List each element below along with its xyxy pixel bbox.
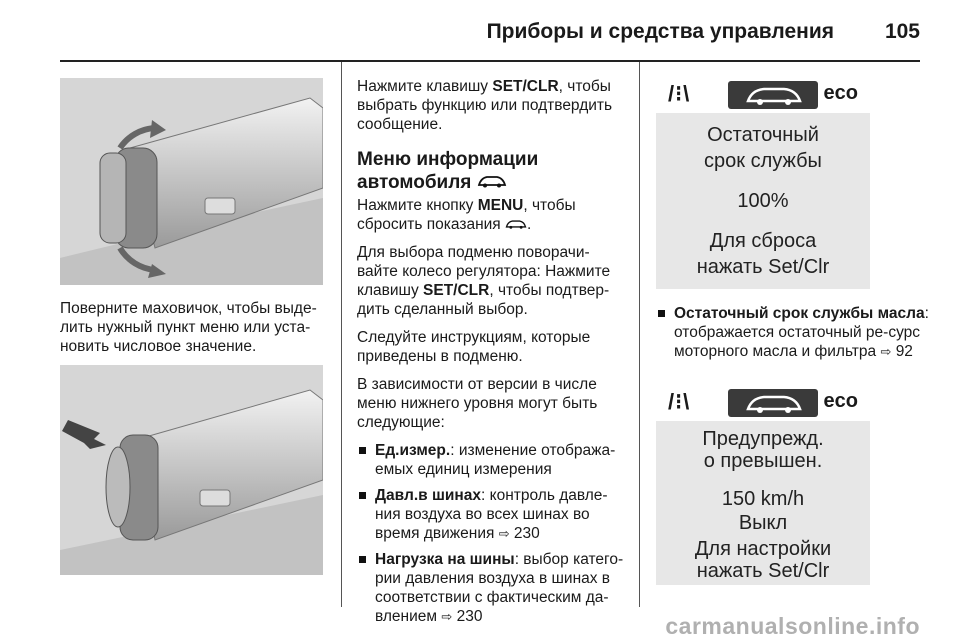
display-line-1: Предупрежд. (702, 428, 824, 450)
car-display-icon (728, 81, 818, 109)
middle-column (357, 77, 629, 633)
display-value: 100% (737, 190, 789, 212)
column-divider-2 (639, 62, 640, 607)
caption-line-2: лить нужный пункт меню или уста- (60, 319, 311, 336)
car-icon (505, 218, 527, 230)
bullet-units: Ед.измер.: изменение отобража-емых единиц измерения (357, 441, 629, 479)
display-line-2: о превышен. (703, 450, 823, 472)
header-rule (60, 60, 920, 62)
column-divider-1 (341, 62, 342, 607)
bullet-tire-pressure: Давл.в шинах: контроль давле-ния воздуха во всех шинах во время движения ⇨ 230 (357, 486, 629, 543)
display-value: 150 km/h (721, 488, 805, 510)
key-menu: MENU (477, 197, 524, 214)
display-line-2: срок службы (704, 150, 822, 172)
figure-press-button (60, 365, 323, 575)
version-paragraph: В зависимости от версии в числе меню нижнего уровня могут быть следующие: (357, 376, 598, 431)
display-line-3: Для сброса (709, 230, 817, 252)
car-display-icon (728, 389, 818, 417)
intro-paragraph: Нажмите клавишу SET/CLR, чтобы выбрать функцию или подтвердить сообщение. (357, 78, 613, 133)
display-status-bar (656, 385, 870, 421)
submenu-paragraph: Для выбора подменю поворачи-вайте колесо регулятора: Нажмите клавишу SET/CLR, чтобы подтвер-дить сделанный выбор. (357, 244, 611, 318)
menu-reset-paragraph: Нажмите кнопку MENU, чтобы сбросить показания . (357, 197, 576, 233)
caption-line-1: Поверните маховичок, чтобы выде- (60, 300, 317, 317)
caption-rotate-wheel (60, 299, 330, 356)
eco-label: eco (823, 390, 858, 412)
page-number: 105 (884, 20, 920, 43)
bullet-oil-life: Остаточный срок службы масла: отображается остаточный ре-сурс моторного масла и фильтра ⇨ 92 (656, 304, 930, 361)
page-ref-icon: ⇨ (441, 609, 453, 624)
caption-line-3: новить числовое значение. (60, 338, 257, 355)
page-header-title: Приборы и средства управления (486, 20, 834, 43)
key-set-clr: SET/CLR (492, 78, 559, 95)
display-line-3: Выкл (738, 512, 788, 534)
footer-watermark: carmanualsonline.info (665, 613, 920, 639)
display-speed-warning (656, 385, 870, 585)
page-ref-icon: ⇨ (498, 526, 510, 541)
display-line-1: Остаточный (707, 124, 819, 146)
warning-slashes: /⁝\ (668, 81, 691, 106)
bullet-tire-load: Нагрузка на шины: выбор катего-рии давления воздуха в шинах в соответствии с фактическим да-влением ⇨ 230 (357, 550, 629, 626)
figure-rotate-wheel (60, 78, 323, 285)
eco-label: eco (823, 82, 858, 104)
display-oil-life (656, 77, 870, 289)
instructions-paragraph: Следуйте инструкциям, которые приведены в подменю. (357, 329, 591, 365)
car-icon (477, 173, 507, 189)
display-line-4: Для настройки (694, 538, 832, 560)
display-line-4: нажать Set/Clr (696, 256, 830, 278)
display-status-bar (656, 77, 870, 113)
warning-slashes: /⁝\ (668, 389, 691, 414)
section-heading: Меню информации автомобиля (357, 149, 539, 193)
display-line-5: нажать Set/Clr (696, 560, 830, 582)
page-ref-icon: ⇨ (880, 344, 892, 359)
